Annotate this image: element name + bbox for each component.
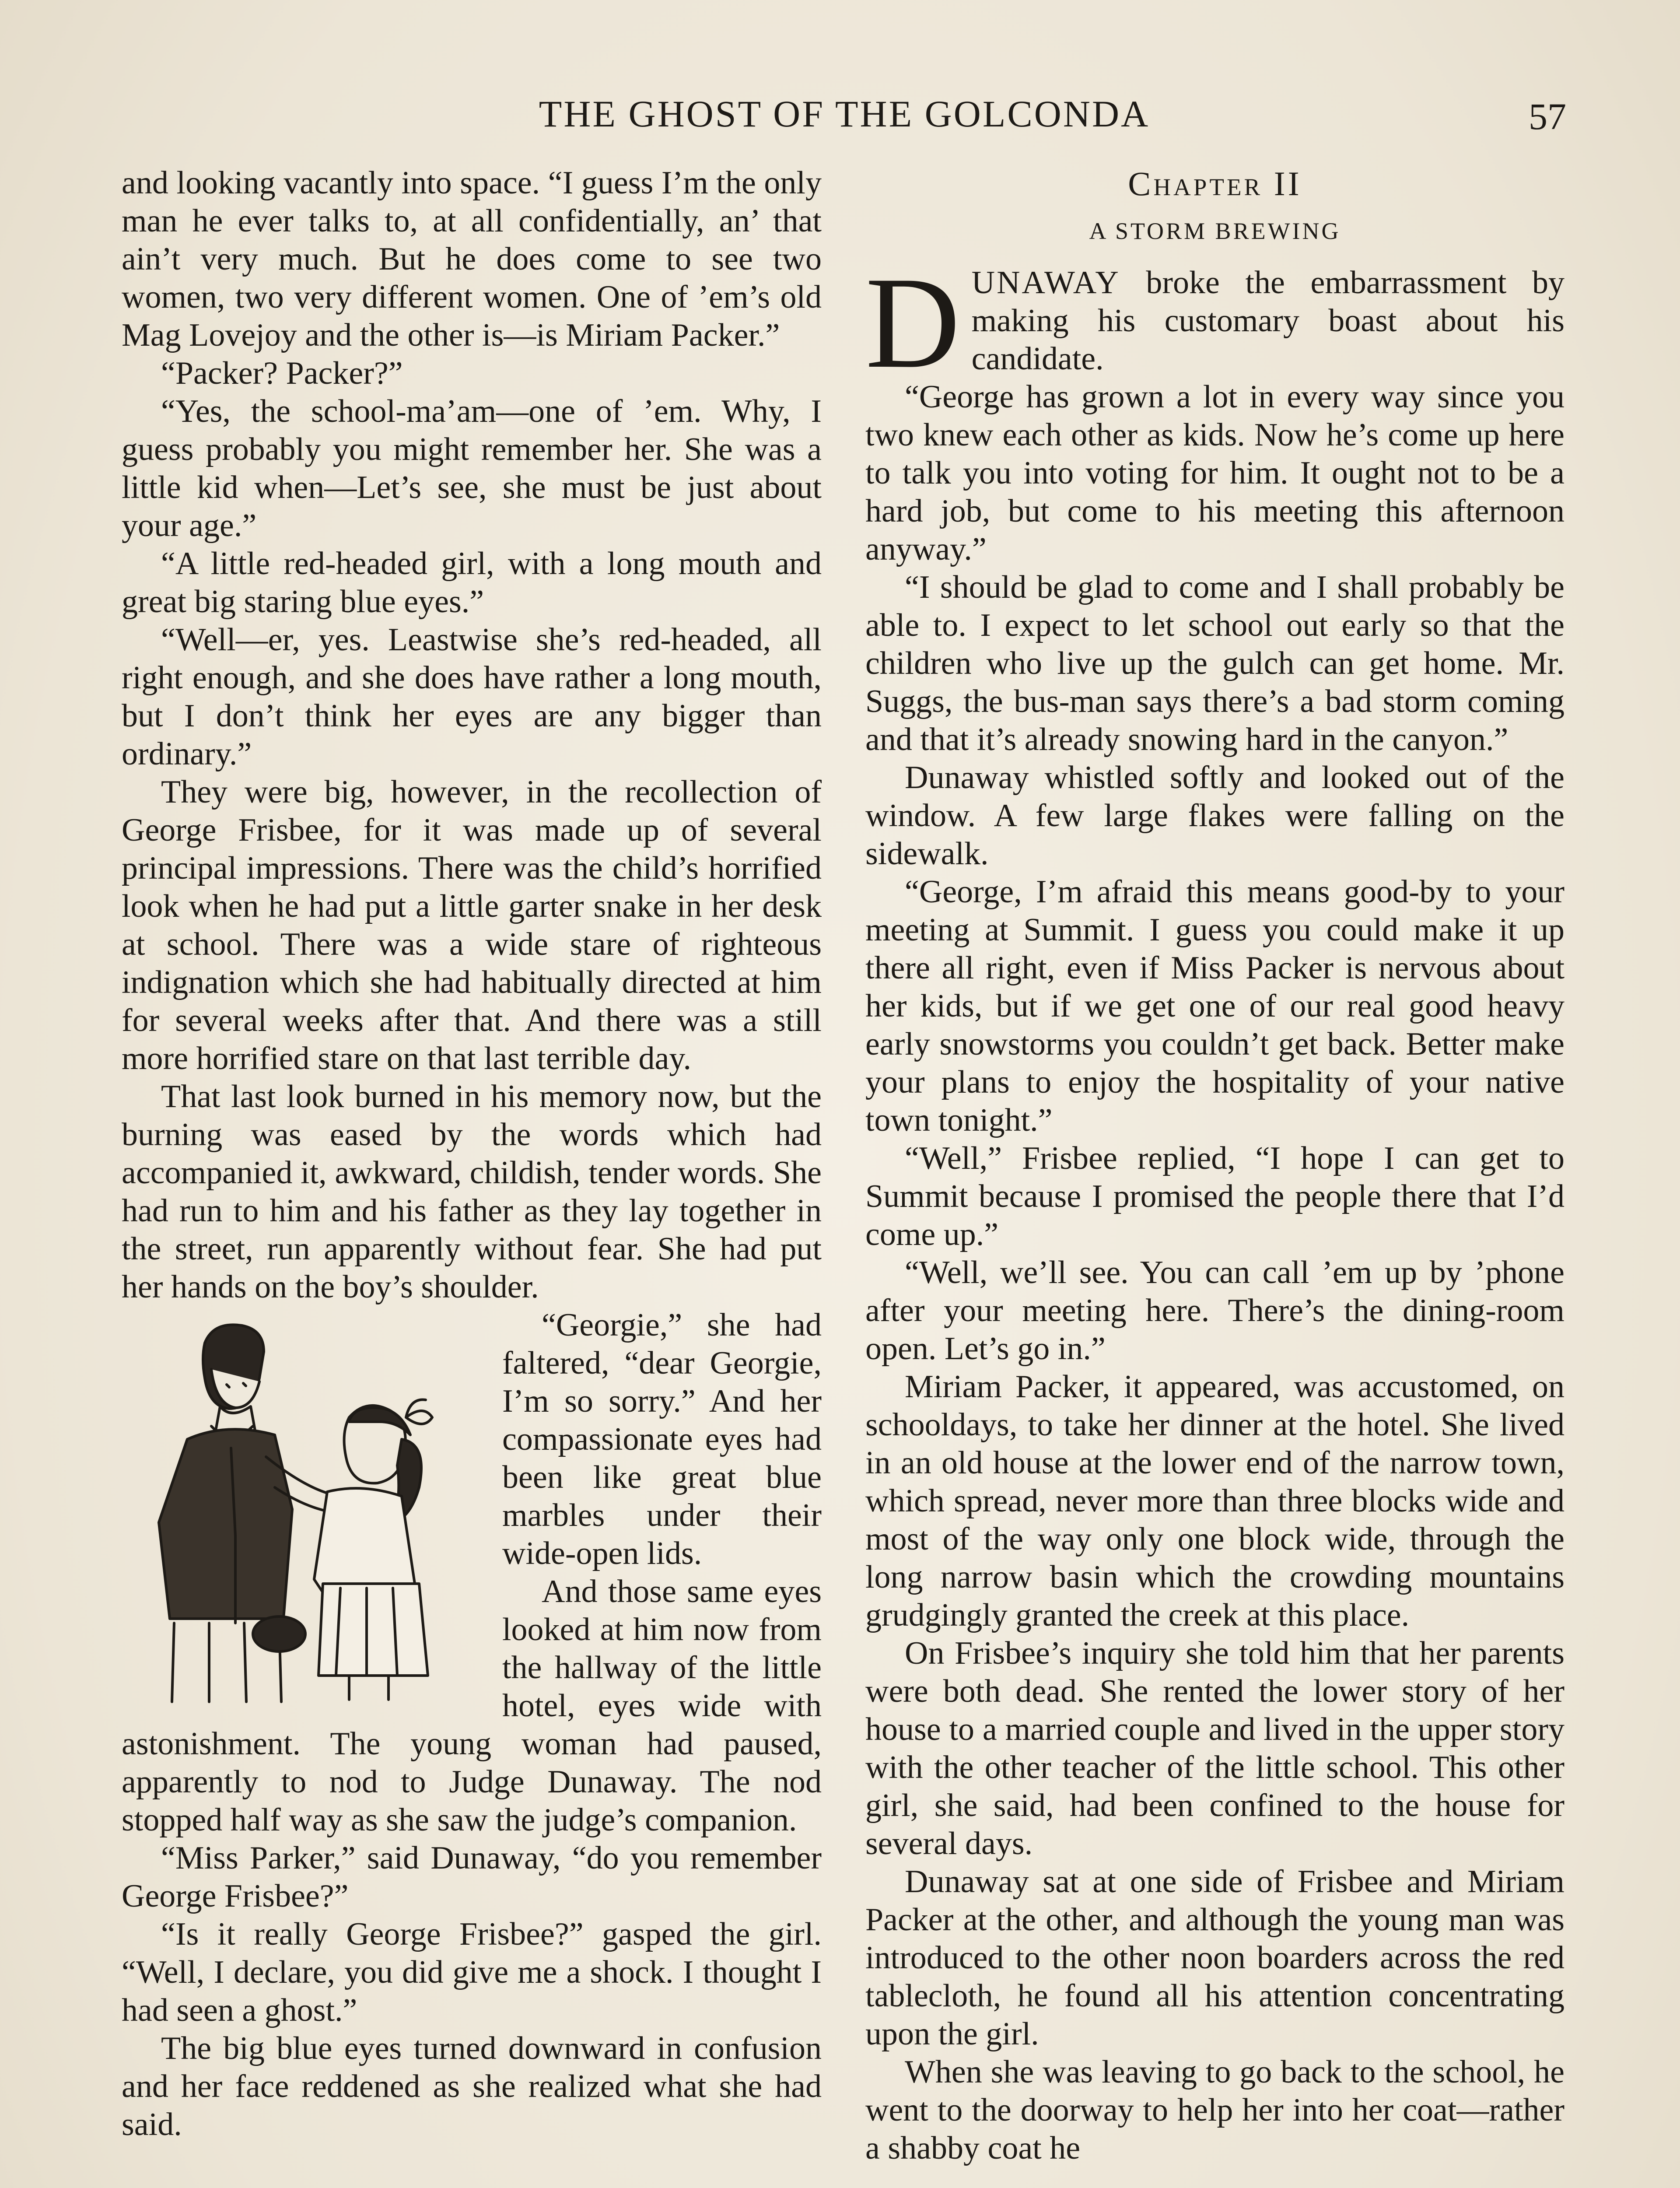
paragraph: “Georgie,” she had faltered, “dear Georgie, I’m so sorry.” And her compassionate eyes had been like great blue marbles under their wide-open lids. — [502, 1307, 822, 1571]
paragraph: “Is it really George Frisbee?” gasped the girl. “Well, I declare, you did give me a shock. I thought I had seen a ghost.” — [122, 1916, 822, 2028]
paragraph: The big blue eyes turned downward in confusion and her face reddened as she realized what she had said. — [122, 2030, 822, 2142]
paragraph: And those same eyes looked at him now from the hallway of the little hotel, eyes wide with astonishment. The young woman had paused, apparently to nod to Judge Dunaway. The nod stopped half way as she saw the judge’s companion. — [122, 1574, 822, 1838]
paragraph: On Frisbee’s inquiry she told him that her parents were both dead. She rented the lower story of her house to a married couple and lived in the upper story with the other teacher of the little school. This other girl, she said, had been confined to the house for several days. — [865, 1635, 1564, 1862]
paragraph: “Well,” Frisbee replied, “I hope I can get to Summit because I promised the people there that I’d come up.” — [865, 1140, 1564, 1252]
paragraph: “Packer? Packer?” — [161, 355, 403, 391]
paragraph: “George, I’m afraid this means good-by to your meeting at Summit. I guess you could make it up there all right, even if Miss Packer is nervous about her kids, but if we get one of our real good heavy early snowstorms you couldn’t get back. Better make your plans to enjoy the hospitality of your native town tonight.” — [865, 874, 1564, 1138]
paragraph: They were big, however, in the recollection of George Frisbee, for it was made up of several principal impressions. There was the child’s horrified look when he had put a little garter snake in her desk at school. There was a wide stare of righteous indignation which she had habitually directed at him for several weeks after that. And there was a still more horrified stare on that last terrible day. — [122, 774, 822, 1076]
paragraph: “Yes, the school-ma’am—one of ’em. Why, I guess probably you might remember her. She was a little kid when—Let’s see, she must be just about your age.” — [122, 393, 822, 543]
drop-cap: D — [865, 250, 960, 395]
paragraph: “I should be glad to come and I shall probably be able to. I expect to let school out early so that the children who live up the gulch can get home. Mr. Suggs, the bus-man says there’s a bad storm coming and that it’s already snowing hard in the canyon.” — [865, 569, 1564, 757]
left-column — [122, 164, 822, 2144]
paragraph: “George has grown a lot in every way since you two knew each other as kids. Now he’s come up here to talk you into voting for him. It ought not to be a hard job, but come to his meeting this afternoon anyway.” — [865, 379, 1564, 567]
right-column — [865, 164, 1564, 2167]
paragraph: Dunaway whistled softly and looked out of the window. A few large flakes were falling on the sidewalk. — [865, 760, 1564, 872]
illustration-boy-and-girl — [122, 1308, 480, 1704]
illustration-drawing — [122, 1308, 480, 1704]
running-head — [0, 92, 1680, 144]
paragraph: “Well, we’ll see. You can call ’em up by ’phone after your meeting here. There’s the dining-room open. Let’s go in.” — [865, 1255, 1564, 1367]
page-number: 57 — [1529, 95, 1566, 137]
opening-rest: broke the embarrassment by making his customary boast about his candidate. — [971, 265, 1564, 377]
opening-paragraph — [865, 250, 1564, 395]
paragraph: “A little red-headed girl, with a long mouth and great big staring blue eyes.” — [122, 546, 822, 620]
paragraph: When she was leaving to go back to the school, he went to the doorway to help her into her coat—rather a shabby coat he — [865, 2054, 1564, 2166]
chapter-number: Chapter II — [1128, 165, 1302, 203]
chapter-title: A STORM BREWING — [1089, 218, 1341, 244]
running-title: THE GHOST OF THE GOLCONDA — [539, 93, 1150, 135]
paragraph: Miriam Packer, it appeared, was accustomed, on schooldays, to take her dinner at the hotel. She lived in an old house at the lower end of the narrow town, which spread, never more than three blocks wide and most of the way only one block wide, through the long narrow basin which the crowding mountains grudgingly granted the creek at this place. — [865, 1369, 1564, 1633]
paragraph: That last look burned in his memory now, but the burning was eased by the words which had accompanied it, awkward, childish, tender words. She had run to him and his father as they lay together in the street, run apparently without fear. She had put her hands on the boy’s shoulder. — [122, 1079, 822, 1305]
paragraph: and looking vacantly into space. “I guess I’m the only man he ever talks to, at all confidentially, an’ that ain’t very much. But he does come to see two women, two very different women. One of ’em’s old Mag Lovejoy and the other is—is Miriam Packer.” — [122, 165, 822, 353]
paragraph: “Well—er, yes. Leastwise she’s red-headed, all right enough, and she does have rather a long mouth, but I don’t think her eyes are any bigger than ordinary.” — [122, 622, 822, 772]
opening-words: UNAWAY — [971, 265, 1120, 301]
paragraph: Dunaway sat at one side of Frisbee and Miriam Packer at the other, and although the young man was introduced to the other noon boarders across the red tablecloth, he found all his attention concentrating upon the girl. — [865, 1864, 1564, 2052]
paragraph: “Miss Parker,” said Dunaway, “do you remember George Frisbee?” — [122, 1840, 822, 1914]
